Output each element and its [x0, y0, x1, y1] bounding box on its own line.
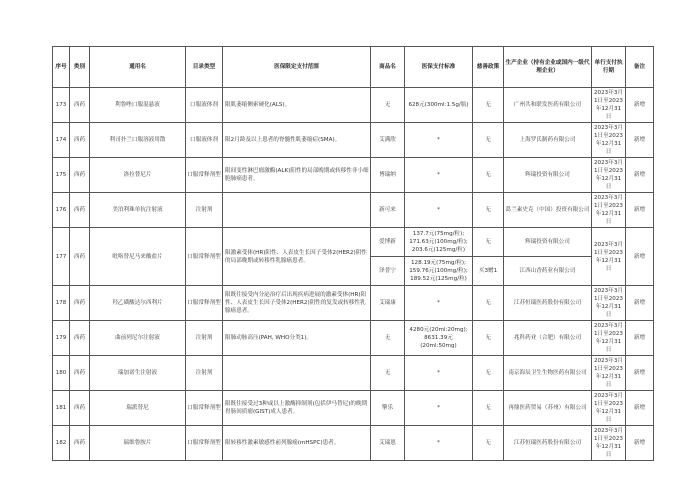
cell-note: 新增: [626, 356, 654, 391]
cell-cat: 西药: [70, 228, 90, 286]
cell-charity: 无: [473, 123, 504, 158]
table-row: [53, 123, 654, 158]
cell-maker: 葛兰素史克（中国）投资有限公司: [504, 193, 592, 228]
cell-brand: 爱博新: [371, 228, 405, 257]
cell-cat: 西药: [70, 88, 90, 123]
cell-type: 口服常释剂型: [186, 426, 223, 461]
table-row: [53, 321, 654, 356]
cell-period: 2023年3月1日至2023年12月31日: [592, 228, 626, 286]
cell-type: 口服常释剂型: [186, 286, 223, 321]
cell-scope: 限2月龄及以上患者的脊髓性肌萎缩症(SMA)。: [223, 123, 371, 158]
cell-type: 口服常释剂型: [186, 228, 223, 286]
cell-maker: 再鼎医药贸易（苏州）有限公司: [504, 391, 592, 426]
cell-no: 173: [53, 88, 70, 123]
cell-charity: 无: [473, 228, 504, 257]
cell-scope: [223, 193, 371, 228]
cell-period: 2023年3月1日至2023年12月31日: [592, 123, 626, 158]
cell-cat: 西药: [70, 286, 90, 321]
col-period: 单行支付执行期: [592, 47, 626, 88]
cell-cat: 西药: [70, 426, 90, 461]
cell-no: 175: [53, 158, 70, 193]
cell-cat: 西药: [70, 356, 90, 391]
cell-type: 注射剂: [186, 321, 223, 356]
table-row: [53, 286, 654, 321]
cell-type: 注射剂: [186, 356, 223, 391]
cell-note: 新增: [626, 158, 654, 193]
table-row: [53, 158, 654, 193]
cell-period: 2023年3月1日至2023年12月31日: [592, 158, 626, 193]
cell-brand: 艾满欣: [371, 123, 405, 158]
cell-note: 新增: [626, 88, 654, 123]
cell-type: 口服常释剂型: [186, 158, 223, 193]
cell-name: 美泊利珠单抗注射液: [90, 193, 186, 228]
cell-period: 2023年3月1日至2023年12月31日: [592, 426, 626, 461]
table-row: [53, 356, 654, 391]
cell-scope: [223, 356, 371, 391]
table-row: [53, 228, 654, 257]
cell-period: 2023年3月1日至2023年12月31日: [592, 88, 626, 123]
cell-brand: 新可来: [371, 193, 405, 228]
cell-maker: 辉瑞投资有限公司: [504, 228, 592, 257]
cell-brand: 无: [371, 88, 405, 123]
cell-type: 口服液体剂: [186, 123, 223, 158]
cell-note: 新增: [626, 286, 654, 321]
col-price: 医保支付标准: [405, 47, 473, 88]
cell-note: 新增: [626, 123, 654, 158]
cell-name: 瑞派替尼: [90, 391, 186, 426]
col-scope: 医保限定支付范围: [223, 47, 371, 88]
col-maker: 生产企业（持有企业或国内一级代理企业）: [504, 47, 592, 88]
cell-name: 吡咯替尼马来酸盐片: [90, 228, 186, 286]
cell-price: 137.7元(75mg/粒); 171.63元(100mg/粒); 203.6元(125mg/粒): [405, 228, 473, 257]
cell-price: 628元(300ml:1.5g/瓶): [405, 88, 473, 123]
cell-maker: 江西山香药业有限公司: [504, 257, 592, 286]
cell-note: 新增: [626, 321, 654, 356]
cell-cat: 西药: [70, 193, 90, 228]
cell-maker: 上海罗氏制药有限公司: [504, 123, 592, 158]
cell-no: 181: [53, 391, 70, 426]
cell-maker: 广州共和联发医药有限公司: [504, 88, 592, 123]
cell-scope: 限既往接受过3种或以上激酶抑制剂(包括伊马替尼)的晚期胃肠间质瘤(GIST)成人患者。: [223, 391, 371, 426]
cell-scope: 限激素受体(HR)阳性、人表皮生长因子受体2(HER2)阴性的局部晚期或转移性乳腺癌患者。: [223, 228, 371, 286]
cell-no: 180: [53, 356, 70, 391]
col-type: 目录类型: [186, 47, 223, 88]
cell-price: *: [405, 391, 473, 426]
cell-brand: 擎乐: [371, 391, 405, 426]
cell-no: 174: [53, 123, 70, 158]
cell-note: 新增: [626, 193, 654, 228]
cell-cat: 西药: [70, 158, 90, 193]
cell-maker: 江苏恒瑞医药股份有限公司: [504, 286, 592, 321]
cell-no: 182: [53, 426, 70, 461]
cell-no: 176: [53, 193, 70, 228]
cell-charity: 无: [473, 286, 504, 321]
cell-type: 口服液体剂: [186, 88, 223, 123]
cell-cat: 西药: [70, 391, 90, 426]
cell-charity: 无: [473, 391, 504, 426]
cell-scope: 限转移性激素敏感性前列腺癌(mHSPC)患者。: [223, 426, 371, 461]
col-no: 序号: [53, 47, 70, 88]
cell-scope: 限既往接受内分泌治疗后出现疾病进展的激素受体(HR)阳性、人表皮生长因子受体2(HER2)阴性的复发或转移性乳腺癌患者。: [223, 286, 371, 321]
cell-charity: 无: [473, 356, 504, 391]
cell-period: 2023年3月1日至2023年12月31日: [592, 321, 626, 356]
cell-brand: 艾瑞康: [371, 286, 405, 321]
col-brand: 商品名: [371, 47, 405, 88]
cell-price: *: [405, 123, 473, 158]
table-row: [53, 88, 654, 123]
cell-maker: 辉瑞投资有限公司: [504, 158, 592, 193]
cell-charity: 无: [473, 88, 504, 123]
cell-type: 口服常释剂型: [186, 391, 223, 426]
cell-price: *: [405, 158, 473, 193]
cell-scope: 限肺动脉高压(PAH, WHO分类1)。: [223, 321, 371, 356]
cell-period: 2023年3月1日至2023年12月31日: [592, 356, 626, 391]
cell-price: *: [405, 193, 473, 228]
cell-name: 羟乙磺酸达尔西利片: [90, 286, 186, 321]
cell-period: 2023年3月1日至2023年12月31日: [592, 391, 626, 426]
cell-name: 利司扑兰口服溶液用散: [90, 123, 186, 158]
table-row: [53, 193, 654, 228]
cell-scope: 限肌萎缩侧索硬化(ALS)。: [223, 88, 371, 123]
cell-name: 洛拉替尼片: [90, 158, 186, 193]
cell-name: 曲前列尼尔注射液: [90, 321, 186, 356]
cell-no: 178: [53, 286, 70, 321]
cell-no: 179: [53, 321, 70, 356]
cell-price: *: [405, 356, 473, 391]
cell-no: 177: [53, 228, 70, 286]
cell-brand: 艾瑞恩: [371, 426, 405, 461]
table-row: [53, 426, 654, 461]
col-cat: 类别: [70, 47, 90, 88]
cell-price: 128.19元(75mg/粒); 159.76元(100mg/粒); 189.52元(125mg/粒): [405, 257, 473, 286]
cell-charity: 无: [473, 321, 504, 356]
cell-price: *: [405, 286, 473, 321]
col-note: 备注: [626, 47, 654, 88]
cell-cat: 西药: [70, 123, 90, 158]
cell-name: 瑞加诺生注射液: [90, 356, 186, 391]
cell-note: 新增: [626, 228, 654, 286]
drug-table: [52, 46, 654, 461]
col-name: 通用名: [90, 47, 186, 88]
cell-brand: 无: [371, 356, 405, 391]
cell-brand: 泽普宁: [371, 257, 405, 286]
header-row: [53, 47, 654, 88]
table-row: [53, 391, 654, 426]
cell-price: *: [405, 426, 473, 461]
cell-type: 注射剂: [186, 193, 223, 228]
cell-charity: 无: [473, 193, 504, 228]
cell-maker: 江苏恒瑞医药股份有限公司: [504, 426, 592, 461]
cell-charity: 买3赠1: [473, 257, 504, 286]
cell-scope: 限间变性淋巴瘤激酶(ALK)阳性的局部晚期或转移性非小细胞肺癌患者。: [223, 158, 371, 193]
cell-name: 瑞维鲁胺片: [90, 426, 186, 461]
cell-maker: 南京海辰卫生生物医药有限公司: [504, 356, 592, 391]
cell-note: 新增: [626, 426, 654, 461]
cell-cat: 西药: [70, 321, 90, 356]
cell-brand: 博瑞纳: [371, 158, 405, 193]
cell-note: 新增: [626, 391, 654, 426]
cell-name: 利鲁唑口服混悬液: [90, 88, 186, 123]
cell-brand: 无: [371, 321, 405, 356]
cell-charity: 无: [473, 426, 504, 461]
cell-charity: 无: [473, 158, 504, 193]
cell-price: 4280元(20ml:20mg); 8631.39元(20ml:50mg): [405, 321, 473, 356]
col-charity: 慈善政策: [473, 47, 504, 88]
cell-period: 2023年3月1日至2023年12月31日: [592, 193, 626, 228]
cell-period: 2023年3月1日至2023年12月31日: [592, 286, 626, 321]
cell-maker: 兆科药业（合肥）有限公司: [504, 321, 592, 356]
